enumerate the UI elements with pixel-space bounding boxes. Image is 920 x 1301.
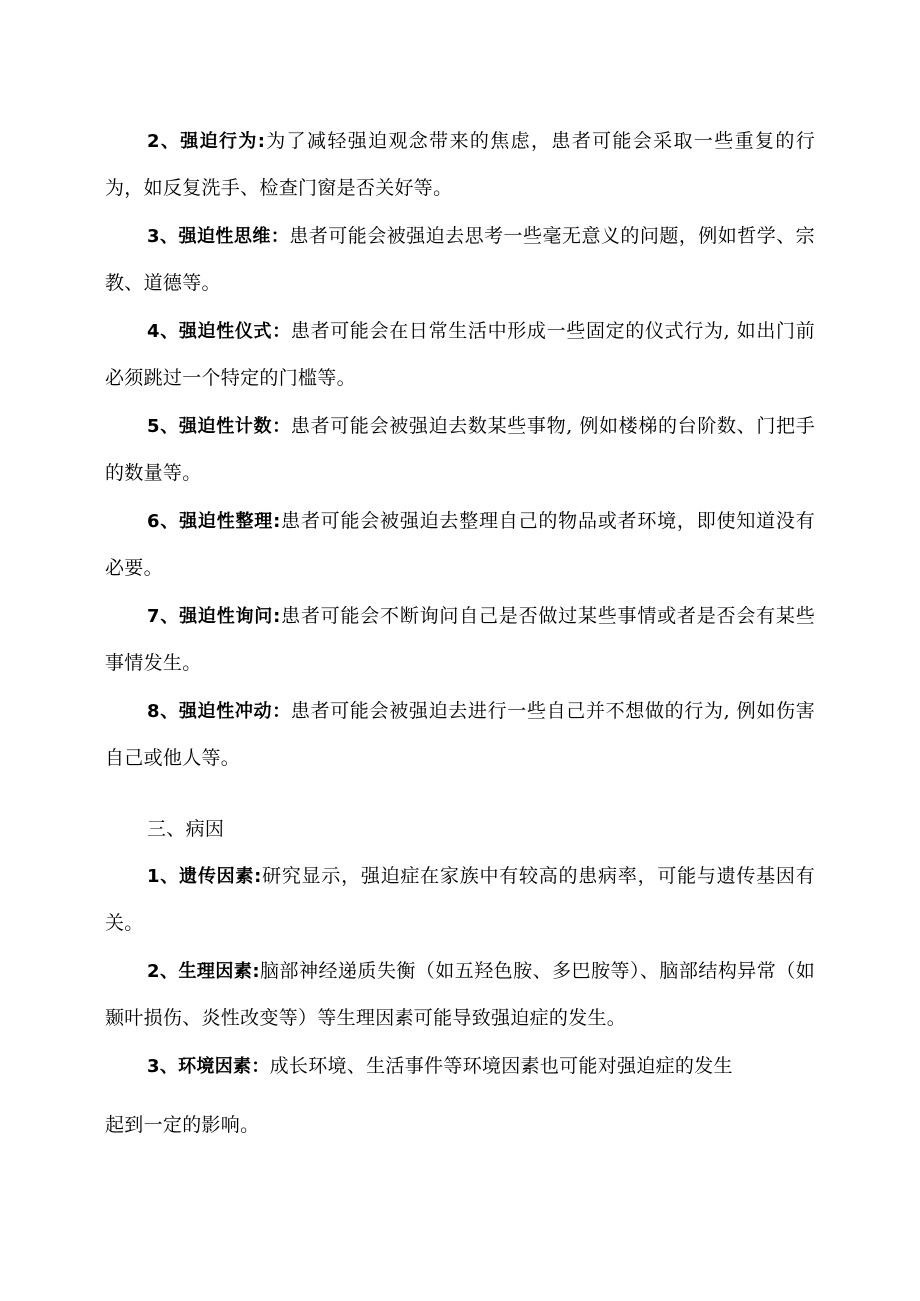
- section-heading: 三、病因: [147, 818, 225, 840]
- cause-paragraph-3: [105, 1043, 815, 1090]
- paragraph-term: 3、环境因素：: [147, 1056, 270, 1077]
- paragraph-term: 1、遗传因素:: [147, 866, 262, 887]
- paragraph-text: 患者可能会被强迫去思考一些毫无意义的问题，例如哲学、宗教、道德等。: [105, 225, 815, 294]
- paragraph-text: 研究显示，强迫症在家族中有较高的患病率，可能与遗传基因有关。: [105, 865, 815, 934]
- paragraph-term: 6、强迫性整理:: [147, 511, 281, 532]
- paragraph-text: 脑部神经递质失衡（如五羟色胺、多巴胺等）、脑部结构异常（如颞叶损伤、炎性改变等）等生理因素可能导致强迫症的发生。: [105, 960, 816, 1029]
- paragraph-term: 2、强迫行为:: [147, 131, 266, 152]
- paragraph-text: 患者可能会被强迫去整理自己的物品或者环境，即使知道没有必要。: [105, 510, 815, 579]
- symptom-paragraph-6: [105, 498, 815, 592]
- paragraph-text: 患者可能会被强迫去数某些事物, 例如楼梯的台阶数、门把手的数量等。: [105, 415, 815, 484]
- paragraph-term: 4、强迫性仪式：: [147, 321, 291, 342]
- paragraph-term: 3、强迫性思维：: [147, 226, 290, 247]
- paragraph-text: 患者可能会在日常生活中形成一些固定的仪式行为, 如出门前必须跳过一个特定的门槛等。: [105, 320, 815, 389]
- paragraph-term: 7、强迫性询问:: [147, 606, 281, 627]
- symptom-paragraph-5: [105, 403, 815, 497]
- cause-paragraph-2: [105, 948, 815, 1042]
- symptom-paragraph-2: [105, 118, 815, 212]
- paragraph-text: 患者可能会不断询问自己是否做过某些事情或者是否会有某些事情发生。: [105, 605, 815, 674]
- symptom-paragraph-7: [105, 593, 815, 687]
- symptom-paragraph-8: [105, 688, 815, 782]
- paragraph-term: 2、生理因素:: [147, 961, 260, 982]
- symptom-paragraph-3: [105, 213, 815, 307]
- paragraph-text: 成长环境、生活事件等环境因素也可能对强迫症的发生: [269, 1055, 733, 1077]
- paragraph-text: 患者可能会被强迫去进行一些自己并不想做的行为, 例如伤害自己或他人等。: [105, 700, 815, 769]
- paragraph-text: 为了减轻强迫观念带来的焦虑，患者可能会采取一些重复的行为，如反复洗手、检查门窗是否关好等。: [105, 130, 815, 199]
- paragraph-term: 8、强迫性冲动：: [147, 701, 291, 722]
- symptom-paragraph-4: [105, 308, 815, 402]
- trailing-line: 起到一定的影响。: [105, 1114, 260, 1136]
- cause-paragraph-1: [105, 853, 815, 947]
- paragraph-term: 5、强迫性计数：: [147, 416, 291, 437]
